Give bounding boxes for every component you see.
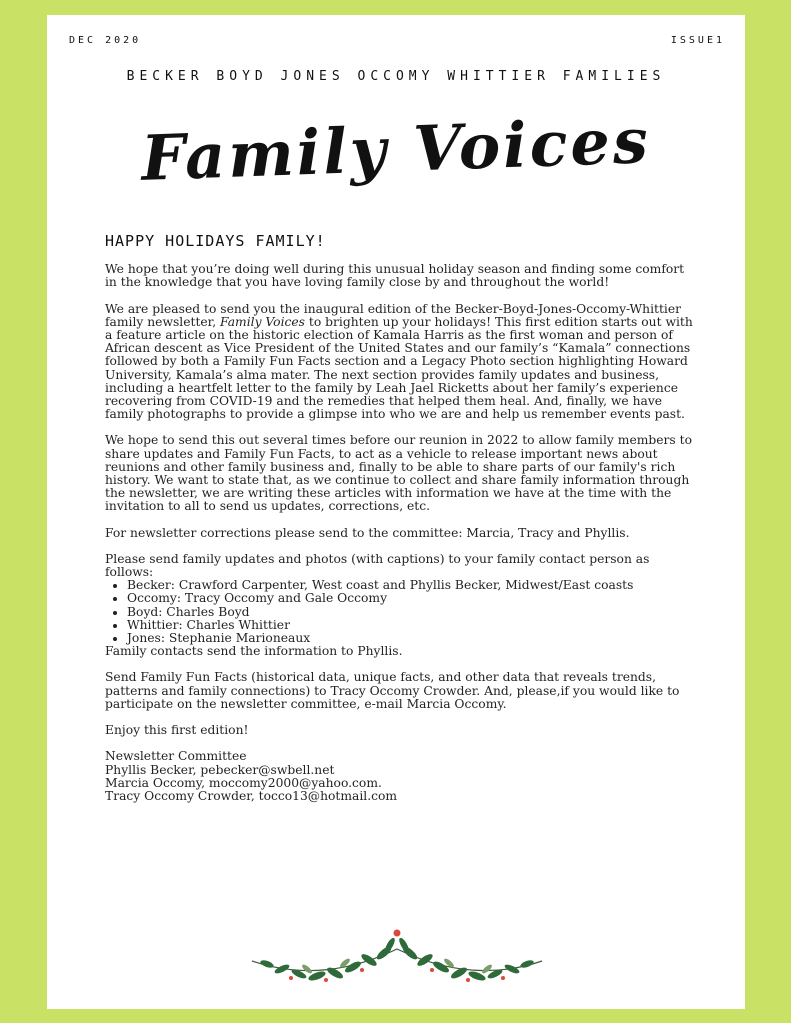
article-heading: HAPPY HOLIDAYS FAMILY!	[105, 232, 326, 250]
newsletter-name-emphasis: Family Voices	[220, 314, 305, 329]
list-item: • Whittier: Charles Whittier	[127, 619, 695, 632]
plans-paragraph: We hope to send this out several times before our reunion in 2022 to allow family members to share updates and Family Fun Facts, to act as a vehicle to release important news about reunions and other family business and, finally to be able to share parts of our family's rich history. We want to state that, as we continue to collect and share family information through the newsletter, we are writing these articles with information we have at the time with the invitation to all to send us updates, corrections, etc.	[105, 433, 692, 514]
signature-line: Tracy Occomy Crowder, tocco13@hotmail.com	[105, 788, 398, 803]
family-contacts-list	[105, 579, 695, 645]
list-item: • Jones: Stephanie Marioneaux	[127, 632, 695, 645]
issue-date: DEC 2020	[69, 35, 142, 46]
list-item: • Boyd: Charles Boyd	[127, 606, 695, 619]
contacts-note: Family contacts send the information to Phyllis.	[105, 644, 403, 659]
issue-number: ISSUE1	[670, 35, 725, 46]
list-item: • Occomy: Tracy Occomy and Gale Occomy	[127, 592, 695, 605]
intro-paragraph: We hope that you’re doing well during this unusual holiday season and finding some comfort in the knowledge that you have loving family close by and throughout the world!	[105, 262, 685, 290]
fun-facts-paragraph: Send Family Fun Facts (historical data, unique facts, and other data that reveals trends, patterns and family connections) to Tracy Occomy Crowder. And, please,if you would like to participate on the newsletter committee, e-mail Marcia Occomy.	[105, 670, 680, 711]
signature-line: Newsletter Committee	[105, 749, 247, 764]
newsletter-title: Family Voices	[140, 104, 652, 195]
updates-paragraph: Please send family updates and photos (with captions) to your family contact person as follows:	[105, 551, 650, 580]
newsletter-page	[47, 15, 745, 1009]
list-item: • Becker: Crawford Carpenter, West coast and Phyllis Becker, Midwest/East coasts	[127, 579, 695, 592]
signature-block	[105, 750, 695, 803]
signature-line: Phyllis Becker, pebecker@swbell.net	[105, 762, 335, 777]
signature-line: Marcia Occomy, moccomy2000@yahoo.com.	[105, 775, 382, 790]
inaugural-paragraph: We are pleased to send you the inaugural edition of the Becker-Boyd-Jones-Occomy-Whittier family newsletter, Family Voices to brighten up your holidays! This first edition starts out with a feature article on the historic election of Kamala Harris as the first woman and person of African descent as Vice President of the United States and our family’s “Kamala” connections followed by both a Family Fun Facts section and a Legacy Photo section highlighting Howard University, Kamala’s alma mater. The next section provides family updates and business, including a heartfelt letter to the family by Leah Jael Ricketts about her family’s experience recovering from COVID-19 and the remedies that helped them heal. And, finally, we have family photographs to provide a glimpse into who we are and help us remember events past.	[105, 301, 693, 422]
corrections-paragraph: For newsletter corrections please send to the committee: Marcia, Tracy and Phyllis.	[105, 525, 630, 540]
article-body	[105, 232, 695, 803]
closing-line: Enjoy this first edition!	[105, 723, 249, 738]
families-banner: BECKER BOYD JONES OCCOMY WHITTIER FAMILIES	[126, 69, 666, 84]
holly-garland-icon	[247, 923, 547, 993]
